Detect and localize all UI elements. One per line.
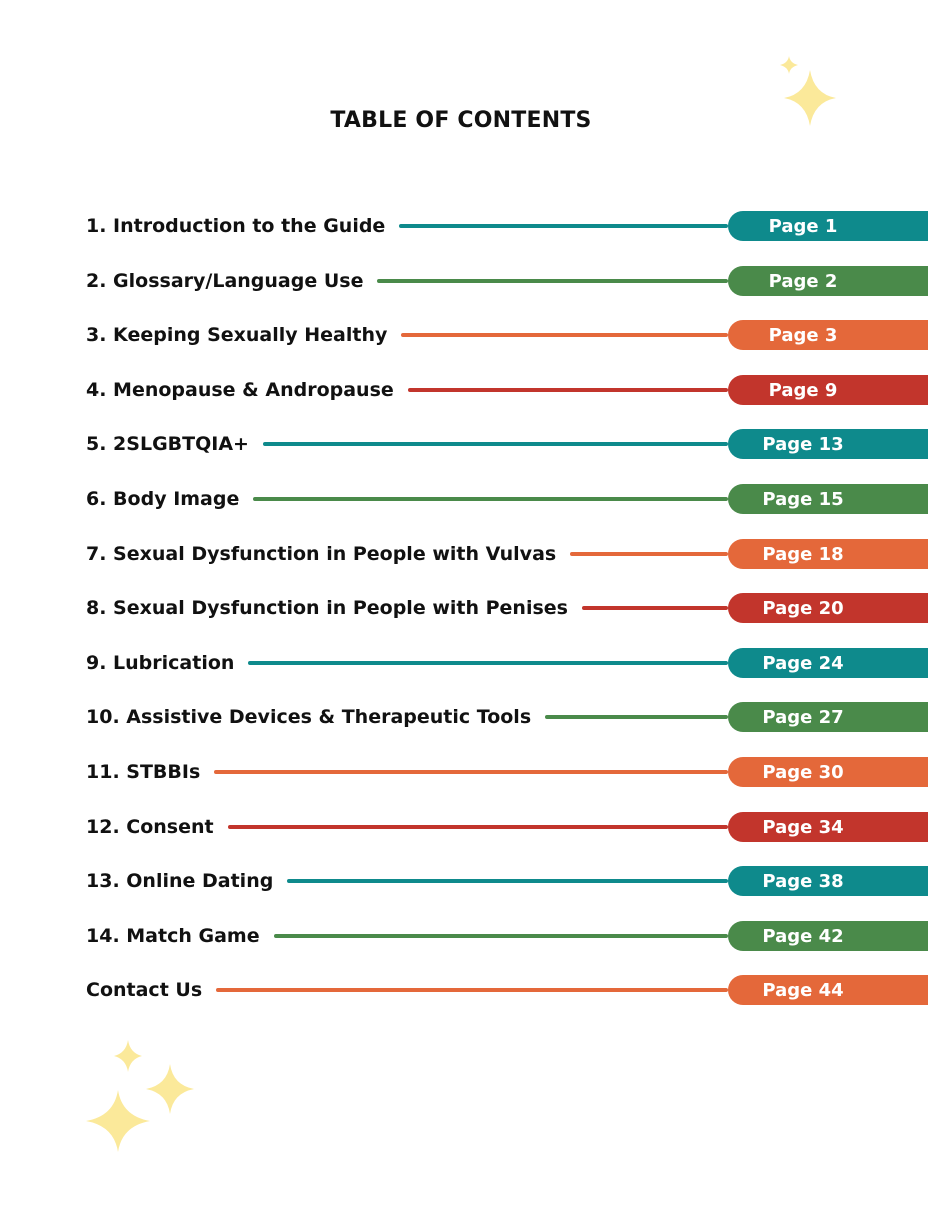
toc-entry[interactable] — [86, 921, 928, 951]
toc-entry[interactable] — [86, 757, 928, 787]
page-number-tab[interactable] — [728, 702, 928, 732]
page-number-tab[interactable] — [728, 320, 928, 350]
toc-entry-label: 14. Match Game — [86, 925, 260, 947]
toc-leader-line — [248, 661, 728, 665]
toc-entry-label: 7. Sexual Dysfunction in People with Vulvas — [86, 543, 557, 565]
toc-leader-line — [399, 224, 728, 228]
toc-leader-line — [253, 497, 728, 501]
toc-leader-line — [263, 442, 728, 446]
toc-entry[interactable] — [86, 593, 928, 623]
page-number-label: Page 3 — [768, 324, 838, 346]
page-number-tab[interactable] — [728, 921, 928, 951]
page-number-label: Page 30 — [762, 761, 844, 783]
page-number-tab[interactable] — [728, 429, 928, 459]
toc-leader-line — [570, 552, 728, 556]
toc-entry[interactable] — [86, 702, 928, 732]
toc-leader-line — [545, 715, 728, 719]
page-number-tab[interactable] — [728, 375, 928, 405]
toc-entry[interactable] — [86, 429, 928, 459]
page-number-tab[interactable] — [728, 539, 928, 569]
toc-entry[interactable] — [86, 975, 928, 1005]
page-number-tab[interactable] — [728, 266, 928, 296]
page-number-label: Page 27 — [762, 706, 844, 728]
toc-entry[interactable] — [86, 812, 928, 842]
toc-entry[interactable] — [86, 866, 928, 896]
page-number-label: Page 15 — [762, 488, 844, 510]
toc-entry-label: 2. Glossary/Language Use — [86, 270, 364, 292]
page-number-label: Page 38 — [762, 870, 844, 892]
toc-entry[interactable] — [86, 320, 928, 350]
toc-leader-line — [216, 988, 728, 992]
toc-entry[interactable] — [86, 211, 928, 241]
page-number-label: Page 24 — [762, 652, 844, 674]
toc-entry-label: 6. Body Image — [86, 488, 240, 510]
page-title: TABLE OF CONTENTS — [330, 108, 592, 133]
toc-entry-label: 4. Menopause & Andropause — [86, 379, 394, 401]
toc-entry[interactable] — [86, 484, 928, 514]
toc-entry-label: 10. Assistive Devices & Therapeutic Tools — [86, 706, 532, 728]
page-number-label: Page 2 — [768, 270, 838, 292]
page-number-label: Page 20 — [762, 597, 844, 619]
toc-entry[interactable] — [86, 648, 928, 678]
toc-entry-label: 5. 2SLGBTQIA+ — [86, 433, 249, 455]
page-number-label: Page 42 — [762, 925, 844, 947]
toc-leader-line — [214, 770, 728, 774]
page-number-label: Page 18 — [762, 543, 844, 565]
page-number-tab[interactable] — [728, 812, 928, 842]
page-number-label: Page 34 — [762, 816, 844, 838]
page-number-tab[interactable] — [728, 975, 928, 1005]
toc-entry[interactable] — [86, 266, 928, 296]
toc-leader-line — [401, 333, 728, 337]
toc-entry-label: 3. Keeping Sexually Healthy — [86, 324, 388, 346]
toc-entry[interactable] — [86, 539, 928, 569]
toc-entry-label: 1. Introduction to the Guide — [86, 215, 386, 237]
toc-entry-label: Contact Us — [86, 979, 203, 1001]
toc-entry-label: 11. STBBIs — [86, 761, 201, 783]
toc-entry-label: 9. Lubrication — [86, 652, 235, 674]
toc-entry-label: 13. Online Dating — [86, 870, 274, 892]
page-number-tab[interactable] — [728, 211, 928, 241]
page-number-tab[interactable] — [728, 757, 928, 787]
toc-leader-line — [408, 388, 728, 392]
toc-entry-label: 8. Sexual Dysfunction in People with Penises — [86, 597, 568, 619]
page-number-tab[interactable] — [728, 484, 928, 514]
toc-entry-label: 12. Consent — [86, 816, 214, 838]
toc-leader-line — [582, 606, 728, 610]
toc-entry[interactable] — [86, 375, 928, 405]
page-number-label: Page 44 — [762, 979, 844, 1001]
toc-leader-line — [377, 279, 728, 283]
page-number-tab[interactable] — [728, 866, 928, 896]
toc-leader-line — [228, 825, 728, 829]
toc-leader-line — [274, 934, 728, 938]
page-number-tab[interactable] — [728, 593, 928, 623]
page-number-label: Page 9 — [768, 379, 838, 401]
page-number-label: Page 1 — [768, 215, 838, 237]
page-number-tab[interactable] — [728, 648, 928, 678]
page-number-label: Page 13 — [762, 433, 844, 455]
toc-leader-line — [287, 879, 728, 883]
